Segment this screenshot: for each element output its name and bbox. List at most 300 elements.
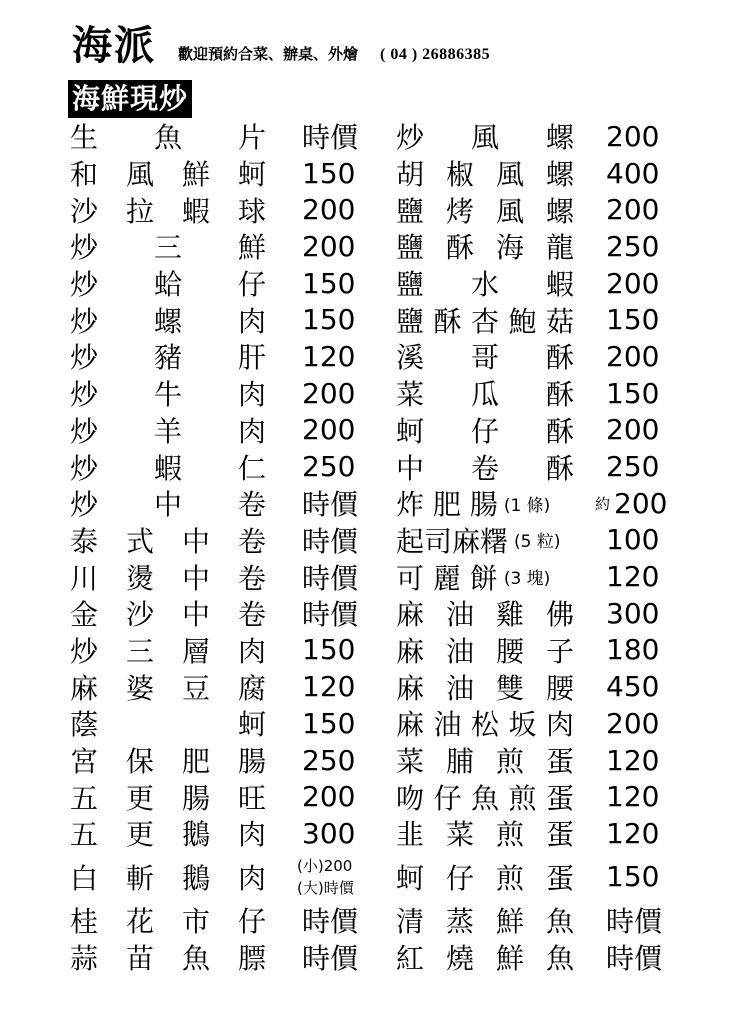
dish-char: 蒜: [70, 941, 99, 975]
dish-char: 仁: [237, 451, 266, 485]
price-option: (小)200: [297, 856, 353, 875]
dish-char: 酥: [545, 341, 574, 375]
dish-price-right: [606, 412, 659, 449]
dish-char: 炒: [70, 231, 99, 265]
dish-name-left: [70, 902, 266, 939]
menu-row: [0, 448, 750, 485]
dish-char: 苗: [125, 941, 154, 975]
dish-char: 菇: [545, 304, 574, 338]
dish-char: 雙: [495, 671, 524, 705]
dish-price-left: 時價: [302, 488, 359, 522]
dish-char: 燙: [125, 561, 154, 595]
dish-price-left: 120: [302, 670, 356, 704]
dish-char: 中: [396, 451, 425, 485]
dish-char: 沙: [70, 194, 99, 228]
dish-name-left: [70, 705, 266, 742]
price-value: 120: [606, 560, 660, 594]
menu-row: [0, 522, 750, 559]
dish-price-right: [606, 118, 659, 155]
dish-char: 風: [125, 158, 154, 192]
dish-price-right: [606, 375, 659, 412]
dish-name-right: [396, 375, 574, 412]
dish-char: 蚵: [237, 708, 266, 742]
dish-char: 子: [545, 634, 574, 668]
dish-char: 蝦: [153, 451, 182, 485]
menu-row: [0, 228, 750, 265]
dish-name-left: [70, 632, 266, 669]
dish-char: 菜: [396, 378, 425, 412]
dish-char: 宮: [70, 745, 99, 779]
dish-char: 海: [495, 231, 524, 265]
menu-row: [0, 118, 750, 155]
dish-price-left: 250: [302, 450, 356, 484]
dish-char: 肝: [237, 341, 266, 375]
dish-char: 酥: [545, 414, 574, 448]
price-value: 120: [606, 780, 660, 814]
dish-char: 斬: [125, 861, 154, 895]
dish-name-left: [70, 191, 266, 228]
dish-name-left: [70, 595, 266, 632]
dish-char: 麻: [70, 671, 99, 705]
dish-char: 蝦: [545, 268, 574, 302]
dish-char: 油: [433, 708, 462, 742]
dish-name-right: [396, 632, 574, 669]
dish-char: 鵝: [181, 861, 210, 895]
dish-price-right: [606, 778, 659, 815]
dish-char: 生: [70, 121, 99, 155]
dish-char: 炒: [70, 451, 99, 485]
dish-char: 魚: [545, 941, 574, 975]
dish-char: 坂: [508, 708, 537, 742]
dish-char: 螺: [545, 158, 574, 192]
menu-row: [0, 815, 750, 852]
dish-name-right: [396, 228, 574, 265]
dish-name-right: [396, 338, 574, 375]
dish-char: 中: [181, 561, 210, 595]
dish-price-right: [606, 228, 659, 265]
dish-quantity-note: (1 條): [503, 495, 551, 516]
dish-char: 蛋: [545, 781, 574, 815]
menu-row: [0, 265, 750, 302]
dish-char: 風: [495, 194, 524, 228]
dish-char: 式: [125, 524, 154, 558]
dish-price-left: 200: [302, 229, 356, 263]
menu-row: [0, 778, 750, 815]
menu-row: [0, 375, 750, 412]
dish-char: 魚: [545, 905, 574, 939]
dish-char: 燒: [445, 941, 474, 975]
dish-char: 沙: [125, 598, 154, 632]
dish-char: 腸: [237, 745, 266, 779]
dish-name-right: [396, 485, 550, 522]
dish-price-right: [606, 902, 662, 939]
dish-name-left: [70, 522, 266, 559]
price-value: 120: [606, 816, 660, 850]
dish-price-right: [606, 448, 659, 485]
dish-name-left: [70, 375, 266, 412]
dish-char: 蒸: [445, 905, 474, 939]
dish-name-left: [70, 448, 266, 485]
dish-name-right: [396, 301, 574, 338]
dish-char: 仔: [470, 414, 499, 448]
price-value: 450: [606, 670, 660, 704]
dish-char: 豬: [153, 341, 182, 375]
dish-name-left: [70, 668, 266, 705]
dish-char: 烤: [445, 194, 474, 228]
dish-char: 五: [70, 781, 99, 815]
dish-char: 保: [125, 745, 154, 779]
menu-row: [0, 155, 750, 192]
menu-row: [0, 902, 750, 939]
dish-price-right: [606, 705, 659, 742]
dish-char: 水: [470, 268, 499, 302]
dish-char: 螺: [545, 194, 574, 228]
dish-name-right: [396, 448, 574, 485]
price-value: 200: [606, 339, 660, 373]
dish-char: 螺: [545, 121, 574, 155]
dish-price-left: 200: [302, 413, 356, 447]
dish-char: 酥: [445, 231, 474, 265]
dish-char: 麻: [396, 634, 425, 668]
dish-char: 炒: [70, 414, 99, 448]
dish-char: 豆: [181, 671, 210, 705]
dish-char: 魚: [153, 121, 182, 155]
dish-char: 炒: [70, 341, 99, 375]
dish-char: 更: [125, 818, 154, 852]
dish-name-left: [70, 118, 266, 155]
dish-price-left: 時價: [302, 524, 359, 558]
dish-char: 酥: [545, 451, 574, 485]
dish-price-left: 200: [302, 780, 356, 814]
dish-char: 仔: [237, 268, 266, 302]
price-value: 200: [614, 486, 668, 520]
dish-char: 肉: [237, 818, 266, 852]
dish-name-right: [396, 522, 561, 559]
dish-char: 鹽: [396, 194, 425, 228]
dish-price-right: [606, 155, 659, 192]
dish-char: 炒: [396, 121, 425, 155]
dish-price-right: [606, 265, 659, 302]
dish-price-left: 250: [302, 743, 356, 777]
menu-row: [0, 412, 750, 449]
dish-char: 蛋: [545, 818, 574, 852]
dish-name-right: [396, 778, 574, 815]
tagline: 歡迎預約合菜、辦桌、外燴: [178, 45, 359, 63]
dish-price-left: 120: [302, 339, 356, 373]
dish-price-right: [606, 338, 659, 375]
dish-char: 三: [153, 231, 182, 265]
dish-char: 蛋: [545, 861, 574, 895]
price-value: 200: [606, 119, 660, 153]
dish-name-right: [396, 815, 574, 852]
price-value: 300: [606, 596, 660, 630]
dish-char: 肉: [237, 634, 266, 668]
dish-char: 炒: [70, 268, 99, 302]
dish-char: 炒: [70, 378, 99, 412]
dish-price-right: [606, 558, 659, 595]
dish-char: 鮮: [237, 231, 266, 265]
phone-number: ( 04 ) 26886385: [380, 46, 491, 63]
dish-price-left: 150: [302, 633, 356, 667]
dish-text: 起司麻糬: [396, 524, 509, 558]
dish-char: 肉: [237, 861, 266, 895]
dish-char: 清: [396, 905, 425, 939]
dish-char: 卷: [470, 451, 499, 485]
dish-name-left: [70, 412, 266, 449]
dish-price-left: 150: [302, 266, 356, 300]
dish-price-left: 時價: [302, 561, 359, 595]
dish-char: 鵝: [181, 818, 210, 852]
dish-char: 和: [70, 158, 99, 192]
dish-name-left: [70, 228, 266, 265]
dish-char: 肉: [237, 304, 266, 338]
dish-char: 煎: [495, 818, 524, 852]
dish-price-right: [595, 485, 667, 522]
dish-char: 鮮: [495, 905, 524, 939]
dish-price-left: 150: [302, 706, 356, 740]
price-value: 時價: [606, 905, 663, 939]
dish-char: 炒: [70, 488, 99, 522]
dish-name-left: [70, 155, 266, 192]
dish-char: 胡: [396, 158, 425, 192]
dish-char: 腸: [181, 781, 210, 815]
dish-char: 酥: [545, 378, 574, 412]
menu-row: [0, 301, 750, 338]
menu-row: [0, 852, 750, 902]
price-value: 100: [606, 523, 660, 557]
dish-char: 卷: [237, 524, 266, 558]
dish-name-right: [396, 118, 574, 155]
dish-char: 韭: [396, 818, 425, 852]
dish-char: 泰: [70, 524, 99, 558]
dish-char: 仔: [237, 905, 266, 939]
dish-char: 腰: [495, 634, 524, 668]
dish-char: 蛋: [545, 745, 574, 779]
dish-char: 卷: [237, 488, 266, 522]
price-value: 200: [606, 193, 660, 227]
dish-char: 鮑: [508, 304, 537, 338]
dish-char: 肉: [237, 378, 266, 412]
dish-char: 吻: [396, 781, 425, 815]
dish-name-left: [70, 485, 266, 522]
dish-char: 市: [181, 905, 210, 939]
dish-char: 蚵: [237, 158, 266, 192]
menu-row: [0, 191, 750, 228]
dish-char: 杏: [470, 304, 499, 338]
menu-row: [0, 705, 750, 742]
dish-price-left: 時價: [302, 905, 359, 939]
menu-row: [0, 938, 750, 975]
dish-char: 鹽: [396, 268, 425, 302]
dish-char: 菜: [396, 745, 425, 779]
dish-name-right: [396, 412, 574, 449]
dish-name-left: [70, 265, 266, 302]
menu-row: [0, 558, 750, 595]
dish-char: 中: [153, 488, 182, 522]
dish-char: 蚵: [396, 414, 425, 448]
menu-row: [0, 668, 750, 705]
dish-char: 松: [470, 708, 499, 742]
dish-price-right: [606, 815, 659, 852]
dish-char: 三: [125, 634, 154, 668]
dish-price-right: [606, 191, 659, 228]
dish-price-left: 300: [302, 816, 356, 850]
dish-char: 油: [445, 671, 474, 705]
price-value: 150: [606, 376, 660, 410]
dish-char: 腰: [545, 671, 574, 705]
dish-name-left: [70, 778, 266, 815]
price-value: 200: [606, 706, 660, 740]
dish-name-left: [70, 815, 266, 852]
dish-price-left: 150: [302, 303, 356, 337]
dish-price-right: [606, 742, 659, 779]
dish-name-right: [396, 902, 574, 939]
dish-char: 鹽: [396, 304, 425, 338]
price-value: 時價: [606, 941, 663, 975]
price-value: 120: [606, 743, 660, 777]
dish-char: 仔: [445, 861, 474, 895]
dish-char: 羊: [153, 414, 182, 448]
dish-price-right: [606, 632, 659, 669]
dish-char: 炒: [70, 304, 99, 338]
price-option: (大)時價: [297, 878, 354, 897]
dish-name-right: [396, 852, 574, 902]
dish-char: 溪: [396, 341, 425, 375]
dish-char: 油: [445, 598, 474, 632]
dish-char: 蚵: [396, 861, 425, 895]
dish-char: 脯: [445, 745, 474, 779]
dish-char: 麻: [396, 671, 425, 705]
dish-char: 肉: [237, 414, 266, 448]
dish-char: 煎: [495, 745, 524, 779]
dish-name-right: [396, 191, 574, 228]
dish-name-left: [70, 301, 266, 338]
dish-char: 腐: [237, 671, 266, 705]
price-value: 150: [606, 303, 660, 337]
price-value: 250: [606, 229, 660, 263]
dish-char: 蛤: [153, 268, 182, 302]
dish-price-left: [297, 852, 354, 902]
dish-quantity-note: (3 塊): [503, 569, 551, 590]
price-value: 180: [606, 633, 660, 667]
price-approx: 約: [595, 494, 611, 513]
dish-price-left: 200: [302, 193, 356, 227]
dish-char: 風: [495, 158, 524, 192]
dish-char: 肉: [545, 708, 574, 742]
menu-row: [0, 742, 750, 779]
dish-char: 婆: [125, 671, 154, 705]
dish-char: 螺: [153, 304, 182, 338]
menu-row: [0, 338, 750, 375]
dish-char: 層: [181, 634, 210, 668]
dish-char: 仔: [433, 781, 462, 815]
dish-char: 旺: [237, 781, 266, 815]
dish-char: 佛: [545, 598, 574, 632]
dish-char: 麻: [396, 708, 425, 742]
dish-name-right: [396, 595, 574, 632]
dish-price-right: [606, 522, 659, 559]
dish-char: 紅: [396, 941, 425, 975]
dish-price-left: 時價: [302, 121, 359, 155]
dish-name-right: [396, 265, 574, 302]
price-value: 150: [606, 860, 660, 894]
dish-char: 鹽: [396, 231, 425, 265]
menu-row: [0, 632, 750, 669]
dish-char: 球: [237, 194, 266, 228]
dish-char: 雞: [495, 598, 524, 632]
brand-name: 海派: [72, 23, 156, 69]
dish-char: 龍: [545, 231, 574, 265]
section-title: 海鮮現炒: [68, 80, 192, 118]
dish-name-left: [70, 558, 266, 595]
dish-char: 拉: [125, 194, 154, 228]
dish-price-left: 150: [302, 156, 356, 190]
dish-char: 煎: [508, 781, 537, 815]
dish-char: 鮮: [181, 158, 210, 192]
dish-char: 蝦: [181, 194, 210, 228]
dish-price-left: 200: [302, 376, 356, 410]
dish-char: 五: [70, 818, 99, 852]
dish-char: 魚: [181, 941, 210, 975]
dish-char: 白: [70, 861, 99, 895]
price-value: 250: [606, 450, 660, 484]
dish-name-left: [70, 742, 266, 779]
dish-char: 瓜: [470, 378, 499, 412]
dish-price-right: [606, 301, 659, 338]
dish-price-right: [606, 852, 659, 902]
dish-char: 中: [181, 598, 210, 632]
dish-price-right: [606, 668, 659, 705]
dish-char: 菜: [445, 818, 474, 852]
dish-char: 鮮: [495, 941, 524, 975]
dish-text: 可 麗 餅: [396, 561, 498, 595]
dish-price-right: [606, 938, 662, 975]
header: [72, 14, 490, 70]
dish-char: 片: [237, 121, 266, 155]
dish-name-right: [396, 155, 574, 192]
dish-char: 桂: [70, 905, 99, 939]
dish-char: 卷: [237, 598, 266, 632]
dish-char: 更: [125, 781, 154, 815]
menu-row: [0, 595, 750, 632]
dish-price-left: 時價: [302, 941, 359, 975]
price-value: 200: [606, 266, 660, 300]
dish-char: 川: [70, 561, 99, 595]
dish-char: 金: [70, 598, 99, 632]
dish-char: 魚: [470, 781, 499, 815]
dish-name-right: [396, 668, 574, 705]
dish-char: 酥: [433, 304, 462, 338]
dish-name-right: [396, 705, 574, 742]
dish-char: 花: [125, 905, 154, 939]
dish-char: 油: [445, 634, 474, 668]
dish-char: 牛: [153, 378, 182, 412]
dish-char: 卷: [237, 561, 266, 595]
dish-name-right: [396, 938, 574, 975]
price-value: 200: [606, 413, 660, 447]
dish-char: 炒: [70, 634, 99, 668]
dish-quantity-note: (5 粒): [514, 532, 561, 553]
dish-name-left: [70, 338, 266, 375]
dish-char: 肥: [181, 745, 210, 779]
dish-name-left: [70, 852, 266, 902]
dish-text: 炸 肥 腸: [396, 488, 498, 522]
dish-char: 哥: [470, 341, 499, 375]
dish-char: 膘: [237, 941, 266, 975]
dish-char: 中: [181, 524, 210, 558]
dish-price-left: 時價: [302, 598, 359, 632]
dish-char: 蔭: [70, 708, 99, 742]
